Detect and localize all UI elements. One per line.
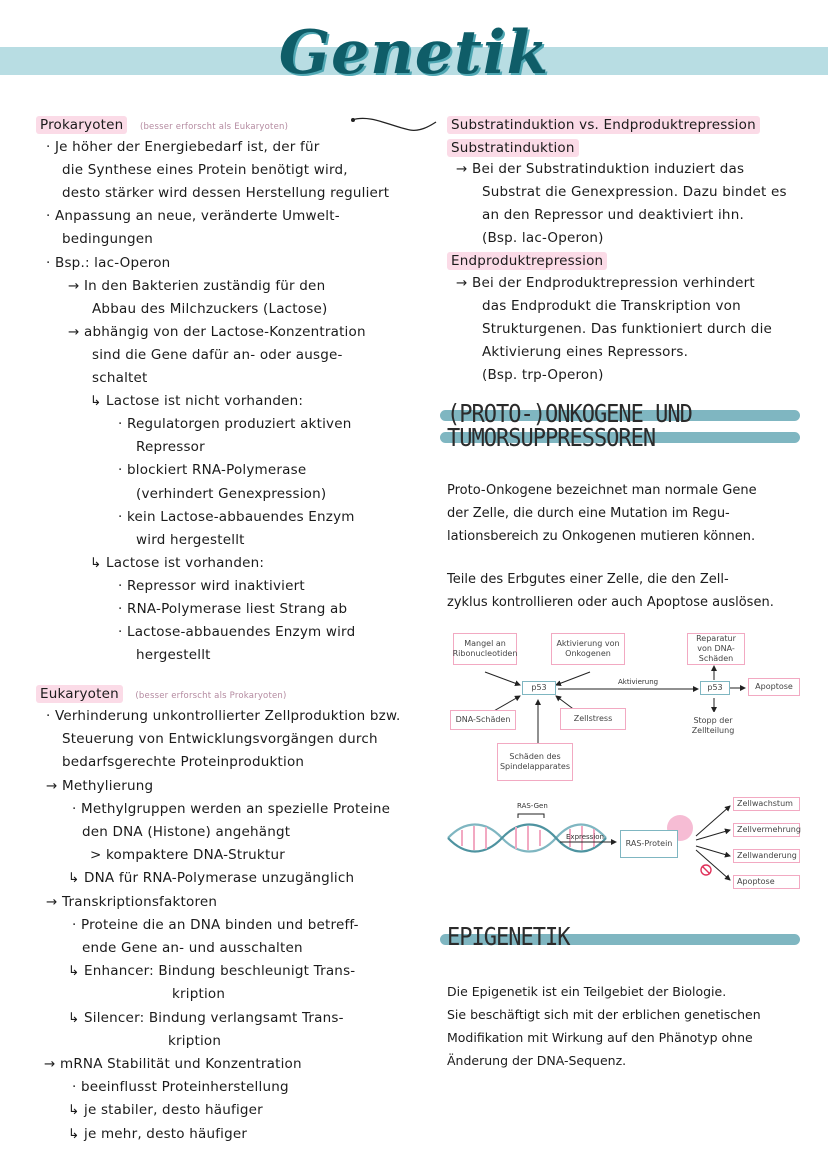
substratinduktion-heading	[447, 140, 579, 156]
onko-para1-line: der Zelle, die durch eine Mutation im Regu-	[447, 506, 730, 521]
text-line: sind die Gene dafür an- oder ausge-	[92, 346, 343, 363]
text-line: das Endprodukt die Transkription von	[482, 298, 741, 314]
text-line: · Regulatorgen produziert aktiven	[118, 416, 352, 433]
text-line: → Bei der Substratinduktion induziert das	[456, 161, 745, 177]
eukaryoten-note: (besser erforscht als Prokaryoten)	[135, 691, 287, 701]
text-line: · Methylgruppen werden an spezielle Proteine	[72, 800, 391, 817]
text-line: ↳ je mehr, desto häufiger	[68, 1125, 248, 1142]
text-line: schaltet	[92, 370, 148, 386]
text-line: · kein Lactose-abbauendes Enzym	[118, 508, 355, 525]
onko-title-line2: TUMORSUPPRESSOREN	[447, 424, 656, 453]
text-line: → mRNA Stabilität und Konzentration	[44, 1056, 302, 1072]
aktivierung-onkogene-box: Aktivierung von Onkogenen	[551, 633, 625, 665]
text-line: → Bei der Endproduktrepression verhindert	[456, 275, 755, 291]
text-line: Abbau des Milchzuckers (Lactose)	[92, 300, 328, 317]
text-line: Substrat die Genexpression. Dazu bindet es	[482, 184, 787, 200]
onko-title-line1: (PROTO-)ONKOGENE UND	[447, 400, 692, 429]
prokaryoten-heading-row	[36, 117, 288, 133]
mangel-box: Mangel an Ribonucleotiden	[453, 633, 517, 665]
page-title: Genetik	[278, 18, 550, 88]
outcome-zellwanderung: Zellwanderung	[733, 849, 800, 863]
epi-paragraph	[447, 980, 761, 1072]
eukaryoten-heading-row	[36, 686, 287, 702]
text-line: bedarfsgerechte Proteinproduktion	[62, 754, 305, 771]
text-line: ↳ Enhancer: Bindung beschleunigt Trans-	[68, 963, 356, 980]
text-line: → Transkriptionsfaktoren	[46, 893, 218, 910]
squiggle-arrow-icon	[350, 112, 440, 136]
text-line: · Verhinderung unkontrollierter Zellproduktion bzw.	[46, 708, 401, 724]
text-line: wird hergestellt	[136, 531, 245, 548]
onko-para1-line: lationsbereich zu Onkogenen mutieren können.	[447, 529, 756, 544]
text-line: ↳ Lactose ist vorhanden:	[90, 554, 265, 571]
text-line: ↳ DNA für RNA-Polymerase unzugänglich	[68, 870, 355, 887]
onko-paragraph-1	[447, 479, 757, 548]
text-line: · RNA-Polymerase liest Strang ab	[118, 601, 348, 617]
substrat-vs-endprodukt-heading: Substratinduktion vs. Endproduktrepression	[447, 116, 760, 134]
ras-gene-label: RAS-Gen	[517, 802, 548, 810]
text-line: → In den Bakterien zuständig für den	[68, 277, 326, 294]
text-line: → Methylierung	[46, 777, 154, 794]
stopp-zellteilung-box: Stopp der Zellteilung	[688, 712, 738, 740]
outcome-apoptose: Apoptose	[733, 875, 800, 889]
text-line: ↳ Silencer: Bindung verlangsamt Trans-	[68, 1009, 344, 1026]
text-line: den DNA (Histone) angehängt	[82, 824, 291, 840]
text-line: → abhängig von der Lactose-Konzentration	[68, 323, 366, 340]
onko-paragraph-2	[447, 568, 774, 614]
reparatur-box: Reparatur von DNA-Schäden	[687, 633, 745, 665]
epi-line: Modifikation mit Wirkung auf den Phänotyp ohne	[447, 1030, 753, 1045]
endproduktrepression-heading	[447, 253, 607, 269]
text-line: kription	[172, 986, 226, 1003]
text-line: ende Gene an- und ausschalten	[82, 940, 303, 956]
expression-label: Expression	[566, 833, 604, 841]
text-line: (verhindert Genexpression)	[136, 485, 327, 502]
epi-line: Die Epigenetik ist ein Teilgebiet der Biologie.	[447, 984, 727, 999]
text-line: · Bsp.: lac-Operon	[46, 254, 171, 271]
prokaryoten-heading: Prokaryoten	[36, 116, 127, 134]
text-line: · Proteine die an DNA binden und betreff-	[72, 916, 359, 933]
onko-para2-line: zyklus kontrollieren oder auch Apoptose auslösen.	[447, 595, 774, 610]
onko-para1-line: Proto-Onkogene bezeichnet man normale Gene	[447, 483, 757, 498]
p53-left-box: p53	[522, 681, 556, 695]
text-line: (Bsp. lac-Operon)	[482, 230, 604, 246]
prokaryoten-note: (besser erforscht als Eukaryoten)	[139, 122, 289, 132]
text-line: · Je höher der Energiebedarf ist, der für	[46, 139, 320, 155]
aktivierung-label: Aktivierung	[618, 678, 659, 686]
text-line: kription	[168, 1032, 222, 1049]
text-line: desto stärker wird dessen Herstellung reguliert	[62, 185, 390, 202]
epi-line: Änderung der DNA-Sequenz.	[447, 1053, 627, 1068]
dna-schaeden-box: DNA-Schäden	[450, 710, 516, 730]
eukaryoten-heading: Eukaryoten	[36, 685, 123, 703]
text-line: Aktivierung eines Repressors.	[482, 344, 689, 360]
text-line: Strukturgenen. Das funktioniert durch die	[482, 321, 773, 337]
text-line: an den Repressor und deaktiviert ihn.	[482, 207, 744, 223]
text-line: Steuerung von Entwicklungsvorgängen durch	[62, 731, 378, 748]
text-line: ↳ je stabiler, desto häufiger	[68, 1102, 263, 1119]
text-line: · blockiert RNA-Polymerase	[118, 462, 307, 479]
text-line: · Repressor wird inaktiviert	[118, 577, 305, 594]
substratinduktion-label: Substratinduktion	[447, 139, 579, 157]
epi-title: EPIGENETIK	[447, 923, 570, 952]
text-line: Repressor	[136, 439, 205, 456]
endproduktrepression-label: Endproduktrepression	[447, 252, 607, 270]
text-line: die Synthese eines Protein benötigt wird,	[62, 162, 348, 179]
apoptose-box: Apoptose	[748, 678, 800, 696]
text-line: · Lactose-abbauendes Enzym wird	[118, 624, 356, 641]
spindel-box: Schäden des Spindelapparates	[497, 743, 573, 781]
right-heading	[447, 117, 760, 133]
text-line: (Bsp. trp-Operon)	[482, 367, 604, 383]
epi-line: Sie beschäftigt sich mit der erblichen genetischen	[447, 1007, 761, 1022]
text-line: · Anpassung an neue, veränderte Umwelt-	[46, 208, 340, 225]
text-line: · beeinflusst Proteinherstellung	[72, 1079, 289, 1096]
text-line: bedingungen	[62, 231, 154, 248]
outcome-zellvermehrung: Zellvermehrung	[733, 823, 800, 837]
p53-right-box: p53	[700, 681, 730, 695]
onko-para2-line: Teile des Erbgutes einer Zelle, die den Zell-	[447, 572, 729, 587]
outcome-zellwachstum: Zellwachstum	[733, 797, 800, 811]
zellstress-box: Zellstress	[560, 708, 626, 730]
text-line: hergestellt	[136, 647, 211, 664]
ras-protein-box: RAS-Protein	[620, 830, 678, 858]
text-line: ↳ Lactose ist nicht vorhanden:	[90, 393, 304, 410]
text-line: > kompaktere DNA-Struktur	[90, 847, 285, 864]
